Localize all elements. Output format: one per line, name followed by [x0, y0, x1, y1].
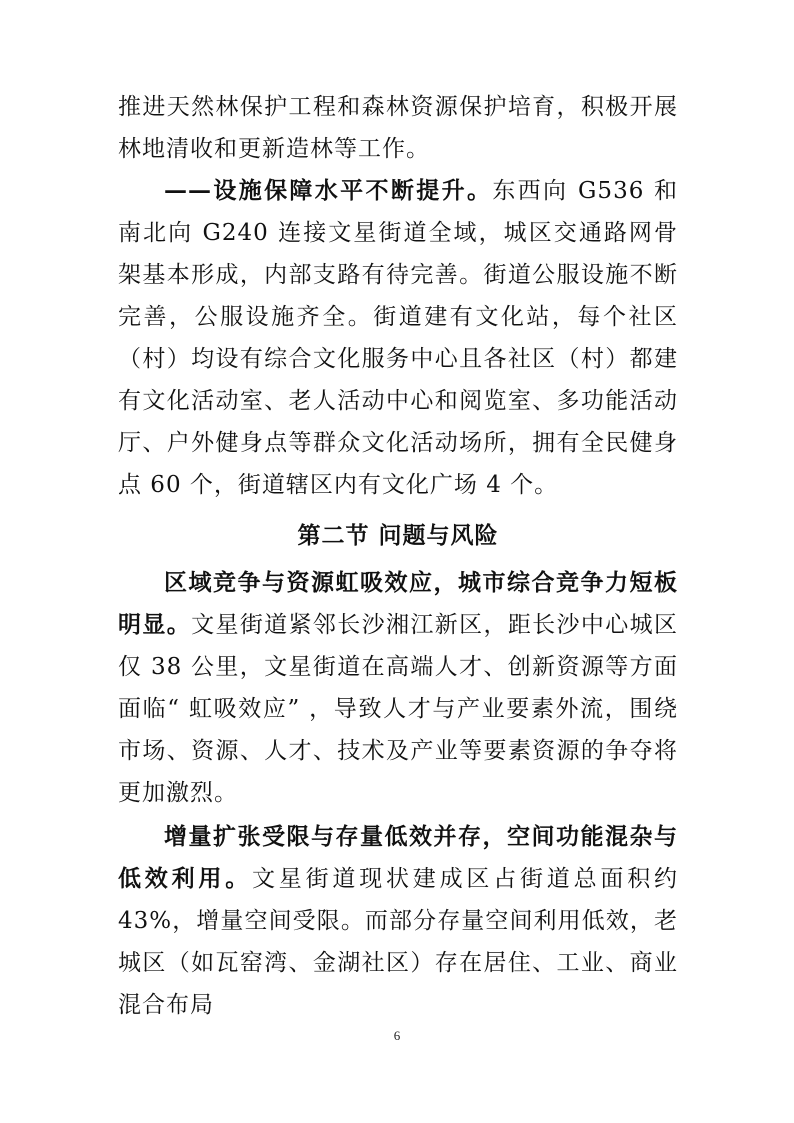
paragraph-facilities: [118, 170, 678, 506]
document-body: [118, 86, 678, 1026]
paragraph-text: 文星街道紧邻长沙湘江新区，距长沙中心城区仅 38 公里，文星街道在高端人才、创新资源等方面面临“ 虹吸效应” ，导致人才与产业要素外流，围绕市场、资源、人才、技术及产业等要素资源的争夺将更加激烈。: [118, 612, 679, 806]
section-heading: 第二节 问题与风险: [297, 523, 499, 549]
paragraph-forest-protection: [118, 86, 678, 170]
paragraph-lead: 增量扩张受限与存量低效并存，空间功能混杂与低效利用。: [118, 823, 678, 892]
paragraph-lead: ——设施保障水平不断提升。: [164, 177, 493, 204]
paragraph-text: 东西向 G536 和南北向 G240 连接文星街道全域，城区交通路网骨架基本形成，内部支路有待完善。街道公服设施不断完善，公服设施齐全。街道建有文化站，每个社区（村）均设有综合文化服务中心且各社区（村）都建有文化活动室、老人活动中心和阅览室、多功能活动厅、户外健身点等群众文化活动场所，拥有全民健身点 60 个，街道辖区内有文化广场 4 个。: [118, 178, 678, 498]
paragraph-regional-competition: [118, 562, 678, 814]
page-number: 6: [393, 1028, 401, 1043]
paragraph-lead: 区域竞争与资源虹吸效应，城市综合竞争力短板明显。: [118, 569, 678, 638]
paragraph-text: 文星街道现状建成区占街道总面积约 43%，增量空间受限。而部分存量空间利用低效，老城区（如瓦窑湾、金湖社区）存在居住、工业、商业混合布局: [118, 866, 679, 1018]
paragraph-land-use: [118, 816, 678, 1026]
paragraph-text: 推进天然林保护工程和森林资源保护培育，积极开展林地清收和更新造林等工作。: [118, 94, 678, 162]
